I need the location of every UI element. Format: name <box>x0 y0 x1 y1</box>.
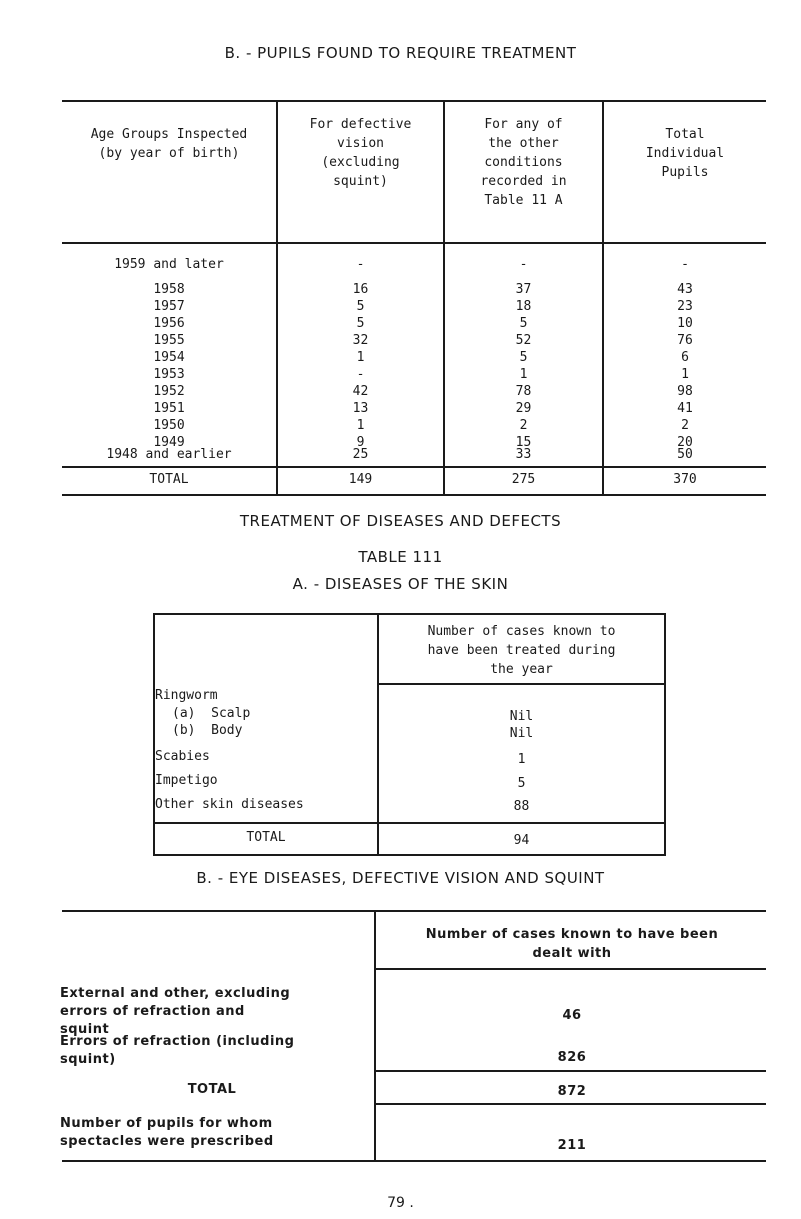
vision-value: 9 <box>356 435 365 450</box>
total-value: 1 <box>681 367 689 382</box>
other-value: 33 <box>515 447 532 462</box>
table-rule <box>376 1103 766 1105</box>
row-label: 1953 <box>153 367 185 382</box>
scalp-value: Nil <box>509 709 534 724</box>
table-total-top-rule <box>62 466 766 468</box>
vision-value: 42 <box>352 384 369 399</box>
row-label: 1948 and earlier <box>106 447 232 462</box>
section-a-title: A. - DISEASES OF THE SKIN <box>292 575 509 593</box>
total-value: 43 <box>677 282 693 297</box>
body-value: Nil <box>509 726 534 741</box>
column-divider <box>374 910 376 1162</box>
total-value: 6 <box>681 350 689 365</box>
other-value: 52 <box>515 333 532 348</box>
total-value: 10 <box>677 316 693 331</box>
skin-total-value: 94 <box>513 833 530 848</box>
section-b-title: B. - PUPILS FOUND TO REQUIRE TREATMENT <box>224 44 577 62</box>
row-label: 1950 <box>153 418 185 433</box>
header-other-conditions: For any of the other conditions recorded in Table 11 A <box>480 117 567 208</box>
header-cases-dealt-with: Number of cases known to have been dealt with <box>425 927 719 961</box>
total-value: - <box>681 257 689 272</box>
table-top-rule <box>62 910 766 912</box>
total-value: 2 <box>681 418 689 433</box>
impetigo-value: 5 <box>517 776 526 791</box>
vision-value: 1 <box>356 350 365 365</box>
header-cases-treated: Number of cases known to have been treated during the year <box>427 624 616 677</box>
table-top-rule <box>62 100 766 102</box>
vision-value: 5 <box>356 316 365 331</box>
row-label: 1952 <box>153 384 185 399</box>
page-number: 79 . <box>387 1195 414 1211</box>
other-value: 78 <box>515 384 532 399</box>
header-defective-vision: For defective vision (excluding squint) <box>309 117 412 189</box>
row-label: 1959 and later <box>114 257 224 272</box>
body-label: (b) Body <box>172 723 243 738</box>
row-label: 1958 <box>153 282 185 297</box>
vision-value: 13 <box>352 401 369 416</box>
table-bottom-rule <box>153 854 666 856</box>
other-value: 29 <box>515 401 532 416</box>
vision-value: 16 <box>352 282 369 297</box>
eye-total-value: 872 <box>557 1084 587 1099</box>
total-value: 20 <box>677 435 693 450</box>
vision-value: 32 <box>352 333 369 348</box>
row-label: 1949 <box>153 435 185 450</box>
total-value: 41 <box>677 401 693 416</box>
errors-value: 826 <box>557 1050 587 1065</box>
vision-value: 5 <box>356 299 365 314</box>
header-age-groups: Age Groups Inspected (by year of birth) <box>90 127 248 161</box>
impetigo-label: Impetigo <box>155 773 218 788</box>
other-value: - <box>519 257 528 272</box>
table-total-top-rule <box>376 1070 766 1072</box>
total-total: 370 <box>673 472 697 487</box>
table-bottom-rule <box>62 494 766 496</box>
ringworm-label: Ringworm <box>155 688 218 703</box>
other-value: 1 <box>519 367 528 382</box>
other-value: 5 <box>519 316 528 331</box>
errors-label: Errors of refraction (including squint) <box>60 1034 295 1067</box>
scabies-label: Scabies <box>155 749 210 764</box>
table-header-rule <box>376 968 766 970</box>
spectacles-value: 211 <box>557 1138 587 1153</box>
total-value: 50 <box>677 447 693 462</box>
row-label: 1954 <box>153 350 185 365</box>
other-value: 5 <box>519 350 528 365</box>
external-value: 46 <box>562 1008 582 1023</box>
row-label: 1955 <box>153 333 185 348</box>
scabies-value: 1 <box>517 752 526 767</box>
other-value: 2 <box>519 418 528 433</box>
other-value: 18 <box>515 299 532 314</box>
table-total-top-rule <box>153 822 666 824</box>
spectacles-label: Number of pupils for whom spectacles were prescribed <box>60 1116 274 1149</box>
vision-value: - <box>356 367 365 382</box>
section-b2-title: B. - EYE DISEASES, DEFECTIVE VISION AND SQUINT <box>196 869 605 887</box>
column-divider <box>664 613 666 856</box>
skin-total-label: TOTAL <box>246 830 286 845</box>
total-vision: 149 <box>348 472 373 487</box>
other-value: 37 <box>515 282 532 297</box>
table-top-rule <box>153 613 666 615</box>
table-header-rule <box>62 242 766 244</box>
vision-value: 1 <box>356 418 365 433</box>
other-skin-label: Other skin diseases <box>155 797 304 812</box>
total-label: TOTAL <box>149 472 189 487</box>
total-value: 98 <box>677 384 693 399</box>
header-total-individual: Total Individual Pupils <box>645 127 725 180</box>
row-label: 1951 <box>153 401 185 416</box>
external-label: External and other, excluding errors of refraction and squint <box>60 986 291 1037</box>
vision-value: - <box>356 257 365 272</box>
scalp-label: (a) Scalp <box>172 706 251 721</box>
vision-value: 25 <box>352 447 369 462</box>
eye-total-label: TOTAL <box>187 1082 237 1097</box>
other-skin-value: 88 <box>513 799 530 814</box>
table-header-rule <box>377 683 666 685</box>
column-divider <box>153 613 155 856</box>
table-bottom-rule <box>62 1160 766 1162</box>
row-label: 1956 <box>153 316 185 331</box>
total-value: 23 <box>677 299 693 314</box>
total-value: 76 <box>677 333 693 348</box>
other-value: 15 <box>515 435 532 450</box>
table-iii-title: TABLE 111 <box>358 548 443 566</box>
treatment-title: TREATMENT OF DISEASES AND DEFECTS <box>239 512 562 530</box>
row-label: 1957 <box>153 299 185 314</box>
total-other: 275 <box>511 472 536 487</box>
